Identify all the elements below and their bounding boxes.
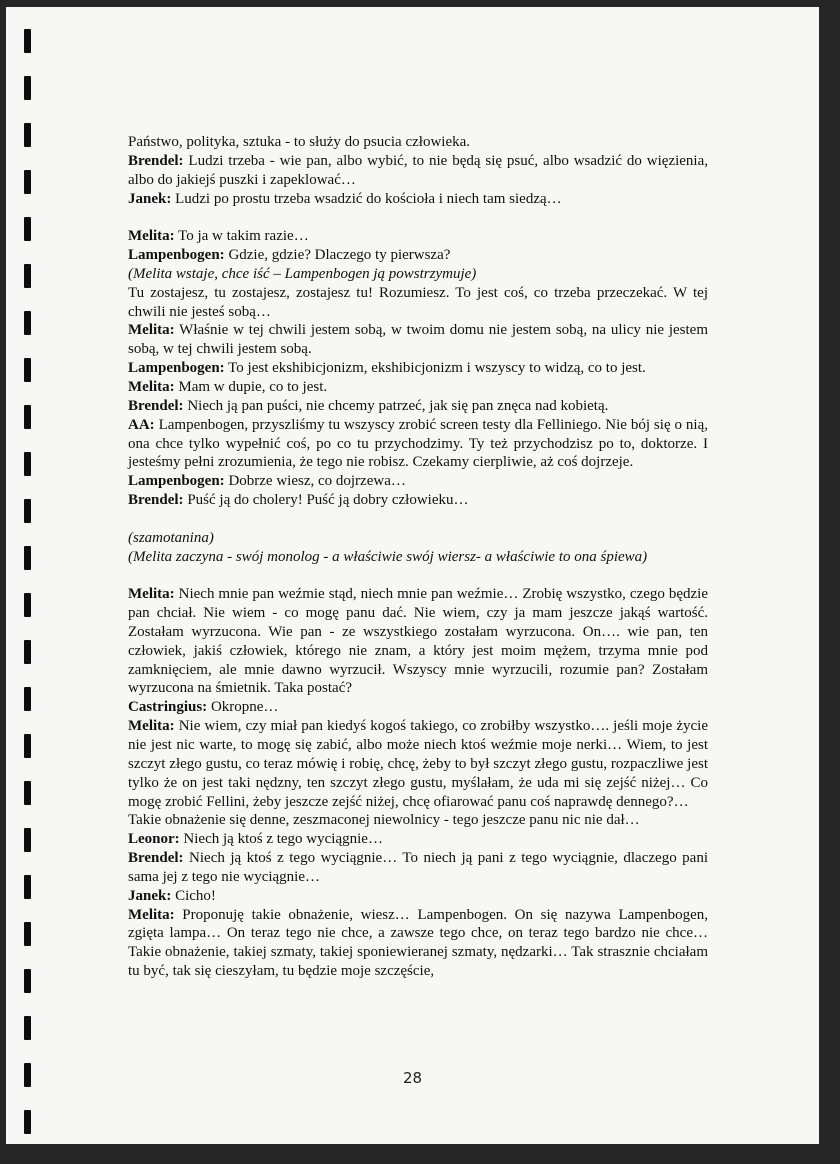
binding-hole xyxy=(24,875,31,899)
binding-hole xyxy=(24,499,31,523)
blank-line xyxy=(128,208,708,227)
binding-hole xyxy=(24,264,31,288)
speaker-name: Melita: xyxy=(128,378,175,395)
dialogue-line xyxy=(128,378,708,397)
binding-hole xyxy=(24,76,31,100)
speaker-name: Melita: xyxy=(128,718,175,735)
speaker-name: Melita: xyxy=(128,322,175,339)
speaker-name: Melita: xyxy=(128,586,175,603)
dialogue-text: To ja w takim razie… xyxy=(174,228,309,245)
speaker-name: Janek: xyxy=(128,887,172,904)
stage-direction: (Melita zaczyna - swój monolog - a właściwie swój wiersz- a właściwie to ona śpiewa) xyxy=(128,548,648,565)
stage-direction: (szamotanina) xyxy=(128,529,214,546)
dialogue-text: Ludzi trzeba - wie pan, albo wybić, to nie będą się psuć, albo wsadzić do więzienia, albo do jakiejś puszki i zapeklować… xyxy=(128,152,708,188)
continued-text: Państwo, polityka, sztuka - to służy do psucia człowieka. xyxy=(128,134,471,150)
dialogue-line xyxy=(128,152,708,190)
speaker-name: Melita: xyxy=(128,906,175,923)
binding-hole xyxy=(24,358,31,382)
binding-hole xyxy=(24,311,31,335)
dialogue-text: To jest ekshibicjonizm, ekshibicjonizm i wszyscy to widzą, co to jest. xyxy=(224,360,646,377)
speaker-name: Castringius: xyxy=(128,699,208,716)
binding-hole xyxy=(24,593,31,617)
dialogue-text: Dobrze wiesz, co dojrzewa… xyxy=(224,473,406,490)
speaker-name: Leonor: xyxy=(128,831,180,848)
dialogue-line xyxy=(128,190,708,209)
script-text xyxy=(128,133,708,981)
dialogue-line xyxy=(128,849,708,887)
binding-hole xyxy=(24,1110,31,1134)
binding-hole xyxy=(24,217,31,241)
dialogue-line xyxy=(128,906,708,981)
binding-hole xyxy=(24,640,31,664)
binding-hole xyxy=(24,546,31,570)
blank-line xyxy=(128,510,708,529)
blank-line xyxy=(128,566,708,585)
dialogue-text: Gdzie, gdzie? Dlaczego ty pierwsza? xyxy=(224,247,451,264)
speaker-name: AA: xyxy=(128,416,155,433)
dialogue-line xyxy=(128,472,708,491)
dialogue-text: Niech mnie pan weźmie stąd, niech mnie pan weźmie… Zrobię wszystko, czego będzie pan chciał. Nie wiem - co mogę panu dać. Nie wiem, czy ja mam jeszcze jakąś wartość. Zostałam wyrzucona. Wie pan - ze wszystkiego zostałam wyrzucona. On…. wie pan, ten człowiek, jakiś człowiek, którego nie znam, a który jest moim mężem, trzyma mnie pod zamknięciem, ale mnie dawno wyrzucił. Wszyscy mnie wyrzucili, rozumie pan? Zostałam wyrzucona na śmietnik. Taka postać? xyxy=(128,586,708,697)
speaker-name: Brendel: xyxy=(128,152,184,169)
speaker-name: Brendel: xyxy=(128,850,184,867)
dialogue-text: Niech ją pan puści, nie chcemy patrzeć, jak się pan znęca nad kobietą. xyxy=(183,397,609,414)
dialogue-text: Właśnie w tej chwili jestem sobą, w twoim domu nie jestem sobą, na ulicy nie jestem sobą, w tej chwili jestem sobą. xyxy=(128,322,708,358)
dialogue-line xyxy=(128,491,708,510)
binding-hole xyxy=(24,781,31,805)
binding-hole xyxy=(24,170,31,194)
binding-hole xyxy=(24,452,31,476)
dialogue-line xyxy=(128,416,708,473)
dialogue-text: Proponuję takie obnażenie, wiesz… Lampenbogen. On się nazywa Lampenbogen, zgięta lampa… On teraz tego nie chce, a zawsze tego chce, on teraz tego bardzo nie chce… Takie obnażenie, takiej szmaty, takiej sponiewieranej szmaty, nędzarki… Tak strasznie chciałam tu być, tak się cieszyłam, tu będzie moje szczęście, xyxy=(128,906,708,980)
continued-text: Tu zostajesz, tu zostajesz, zostajesz tu! Rozumiesz. To jest coś, co trzeba przeczekać. W tej chwili nie jesteś sobą… xyxy=(128,284,708,320)
page-number: 28 xyxy=(402,1069,423,1087)
dialogue-line xyxy=(128,246,708,265)
dialogue-text: Lampenbogen, przyszliśmy tu wszyscy zrobić screen testy dla Felliniego. Nie bój się o nią, ona chce tylko wypełnić coś, po co tu przychodzimy. Ty też przychodzisz po to, doktorze. I jesteśmy pełni zrozumienia, że tego nie robisz. Czekamy cierpliwie, aż coś dojrzeje. xyxy=(128,416,708,471)
speaker-name: Brendel: xyxy=(128,492,184,509)
binding-hole xyxy=(24,405,31,429)
binding-hole xyxy=(24,922,31,946)
speaker-name: Janek: xyxy=(128,190,172,207)
continued-text: Takie obnażenie się denne, zeszmaconej niewolnicy - tego jeszcze panu nic nie dał… xyxy=(128,812,640,829)
dialogue-text: Okropne… xyxy=(207,699,279,716)
stage-direction: (Melita wstaje, chce iść – Lampenbogen ją powstrzymuje) xyxy=(128,265,477,282)
dialogue-line xyxy=(128,397,708,416)
speaker-name: Lampenbogen: xyxy=(128,247,225,264)
dialogue-text: Ludzi po prostu trzeba wsadzić do kościoła i niech tam siedzą… xyxy=(171,190,562,207)
dialogue-text: Mam w dupie, co to jest. xyxy=(174,378,328,395)
dialogue-text: Cicho! xyxy=(171,887,216,904)
dialogue-text: Nie wiem, czy miał pan kiedyś kogoś takiego, co zrobiłby wszystko…. jeśli moje życie nie jest nic warte, to mogę się zabić, albo może niech ktoś weźmie moje nerki… Wiem, to jest szczyt złego gustu, co teraz mówię i robię, chcę, żeby to był szczyt złego gustu, rozpaczliwe jest tylko że on jest taki nędzny, ten szczyt złego gustu, myślałam, że uda mi się zejść niżej… Co mogę zrobić Fellini, żeby jeszcze zejść niżej, chcę ofiarować panu coś naprawdę dennego?… xyxy=(128,718,708,810)
binding-hole xyxy=(24,29,31,53)
dialogue-line xyxy=(128,698,708,717)
document-page xyxy=(6,7,819,1144)
binding-hole xyxy=(24,123,31,147)
binding-hole xyxy=(24,687,31,711)
dialogue-line xyxy=(128,887,708,906)
speaker-name: Lampenbogen: xyxy=(128,473,225,490)
dialogue-text: Puść ją do cholery! Puść ją dobry człowieku… xyxy=(183,492,469,509)
binding-hole xyxy=(24,734,31,758)
dialogue-text: Niech ją ktoś z tego wyciągnie… To niech ją pani z tego wyciągnie, dlaczego pani sama jej z tego nie wyciągnie… xyxy=(128,850,708,885)
dialogue-line xyxy=(128,585,708,698)
dialogue-text: Niech ją ktoś z tego wyciągnie… xyxy=(179,831,383,848)
speaker-name: Brendel: xyxy=(128,397,184,414)
speaker-name: Melita: xyxy=(128,228,175,245)
binding-hole xyxy=(24,969,31,993)
binding-holes xyxy=(24,29,32,1139)
dialogue-line xyxy=(128,359,708,378)
dialogue-line xyxy=(128,717,708,811)
binding-hole xyxy=(24,1016,31,1040)
binding-hole xyxy=(24,828,31,852)
dialogue-line xyxy=(128,227,708,246)
dialogue-line xyxy=(128,830,708,849)
speaker-name: Lampenbogen: xyxy=(128,360,225,377)
dialogue-line xyxy=(128,321,708,359)
